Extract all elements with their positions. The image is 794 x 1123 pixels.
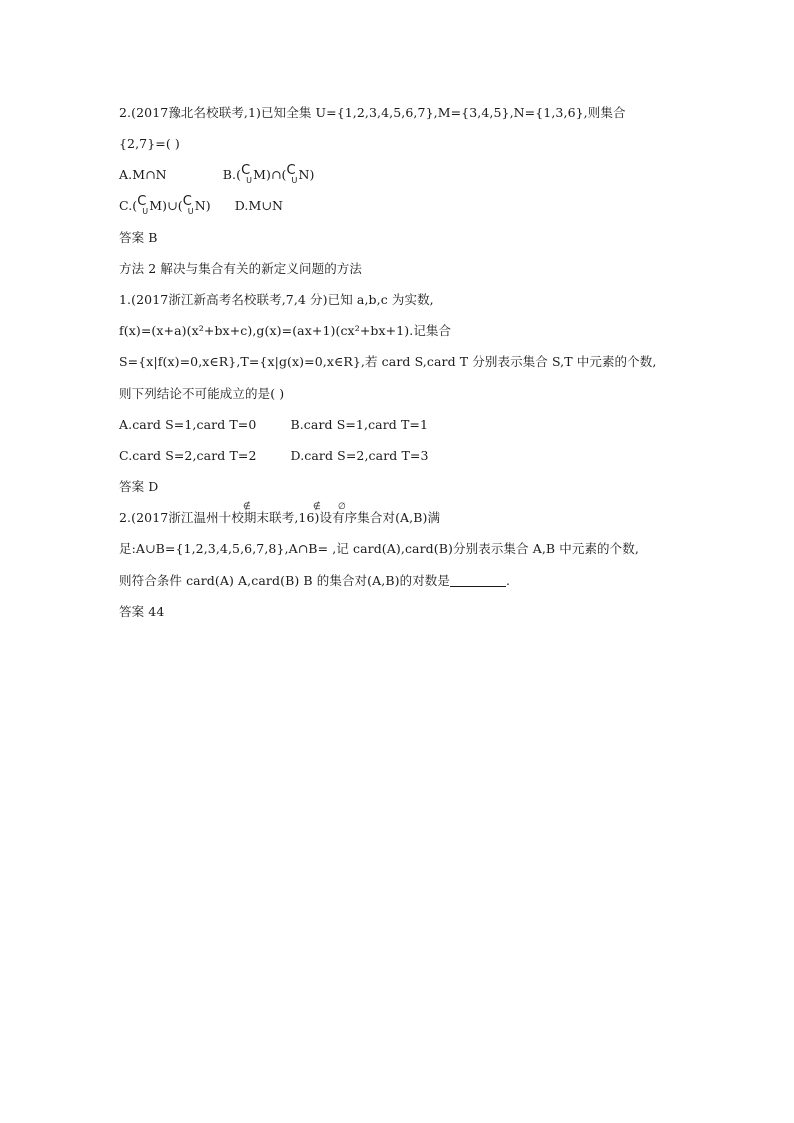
q1-options-row2 [119, 447, 429, 465]
q1-options-row1 [119, 416, 428, 434]
not-element-mark-icon: ∉ [243, 502, 251, 512]
q1-stem-line3: S={x|f(x)=0,x∈R},T={x|g(x)=0,x∈R},若 card S,card T 分别表示集合 S,T 中元素的个数, [119, 354, 657, 369]
q2-stem-line2: 足:A∪B={1,2,3,4,5,6,7,8},A∩B= ,记 card(A),card(B)分别表示集合 A,B 中元素的个数, [119, 541, 639, 556]
option-c-prefix: C.( [119, 198, 138, 213]
option-b: B.card S=1,card T=1 [290, 417, 429, 432]
option-c-mid1: M)∪( [149, 198, 183, 213]
q2-prior-stem-line1: 2.(2017豫北名校联考,1)已知全集 U={1,2,3,4,5,6,7},M={3,4,5},N={1,3,6},则集合 [119, 105, 626, 120]
q2-prior-stem-line2: {2,7}=( ) [119, 136, 180, 151]
q1-stem-line4: 则下列结论不可能成立的是( ) [119, 386, 285, 401]
option-b-mid1: M)∩( [253, 167, 287, 182]
q2-prior-options-row1 [119, 163, 315, 185]
answer-blank [450, 574, 506, 587]
not-element-mark-icon: ∉ [313, 502, 321, 512]
option-d: D.M∪N [234, 198, 283, 213]
q2-prior-options-row2 [119, 194, 283, 216]
q2-stem-line3 [119, 572, 510, 590]
q2-stem-line3-end: . [506, 573, 511, 588]
q1-answer: 答案 D [119, 479, 159, 494]
complement-icon: C U [241, 163, 253, 185]
q2-stem-line3-text: 则符合条件 card(A) A,card(B) B 的集合对(A,B)的对数是 [119, 573, 450, 588]
complement-icon: C U [182, 194, 194, 216]
option-c: C.card S=2,card T=2 [119, 448, 257, 463]
complement-icon: C U [137, 194, 149, 216]
option-a: A.card S=1,card T=0 [119, 417, 257, 432]
q2-prior-answer: 答案 B [119, 230, 158, 245]
q1-stem-line1: 1.(2017浙江新高考名校联考,7,4 分)已知 a,b,c 为实数, [119, 292, 434, 307]
option-c-mid2: N) [194, 198, 211, 213]
option-d: D.card S=2,card T=3 [290, 448, 429, 463]
option-a: A.M∩N [119, 167, 167, 182]
complement-icon: C U [286, 163, 298, 185]
q2-answer: 答案 44 [119, 604, 165, 619]
method2-heading: 方法 2 解决与集合有关的新定义问题的方法 [119, 261, 363, 276]
empty-set-mark-icon: ∅ [338, 502, 346, 512]
option-b-prefix: B.( [222, 167, 242, 182]
option-b-mid2: N) [298, 167, 315, 182]
q1-stem-line2: f(x)=(x+a)(x²+bx+c),g(x)=(ax+1)(cx²+bx+1).记集合 [119, 323, 452, 338]
q2-stem-line1: 2.(2017浙江温州十校期末联考,16)设有序集合对(A,B)满 [119, 510, 441, 525]
